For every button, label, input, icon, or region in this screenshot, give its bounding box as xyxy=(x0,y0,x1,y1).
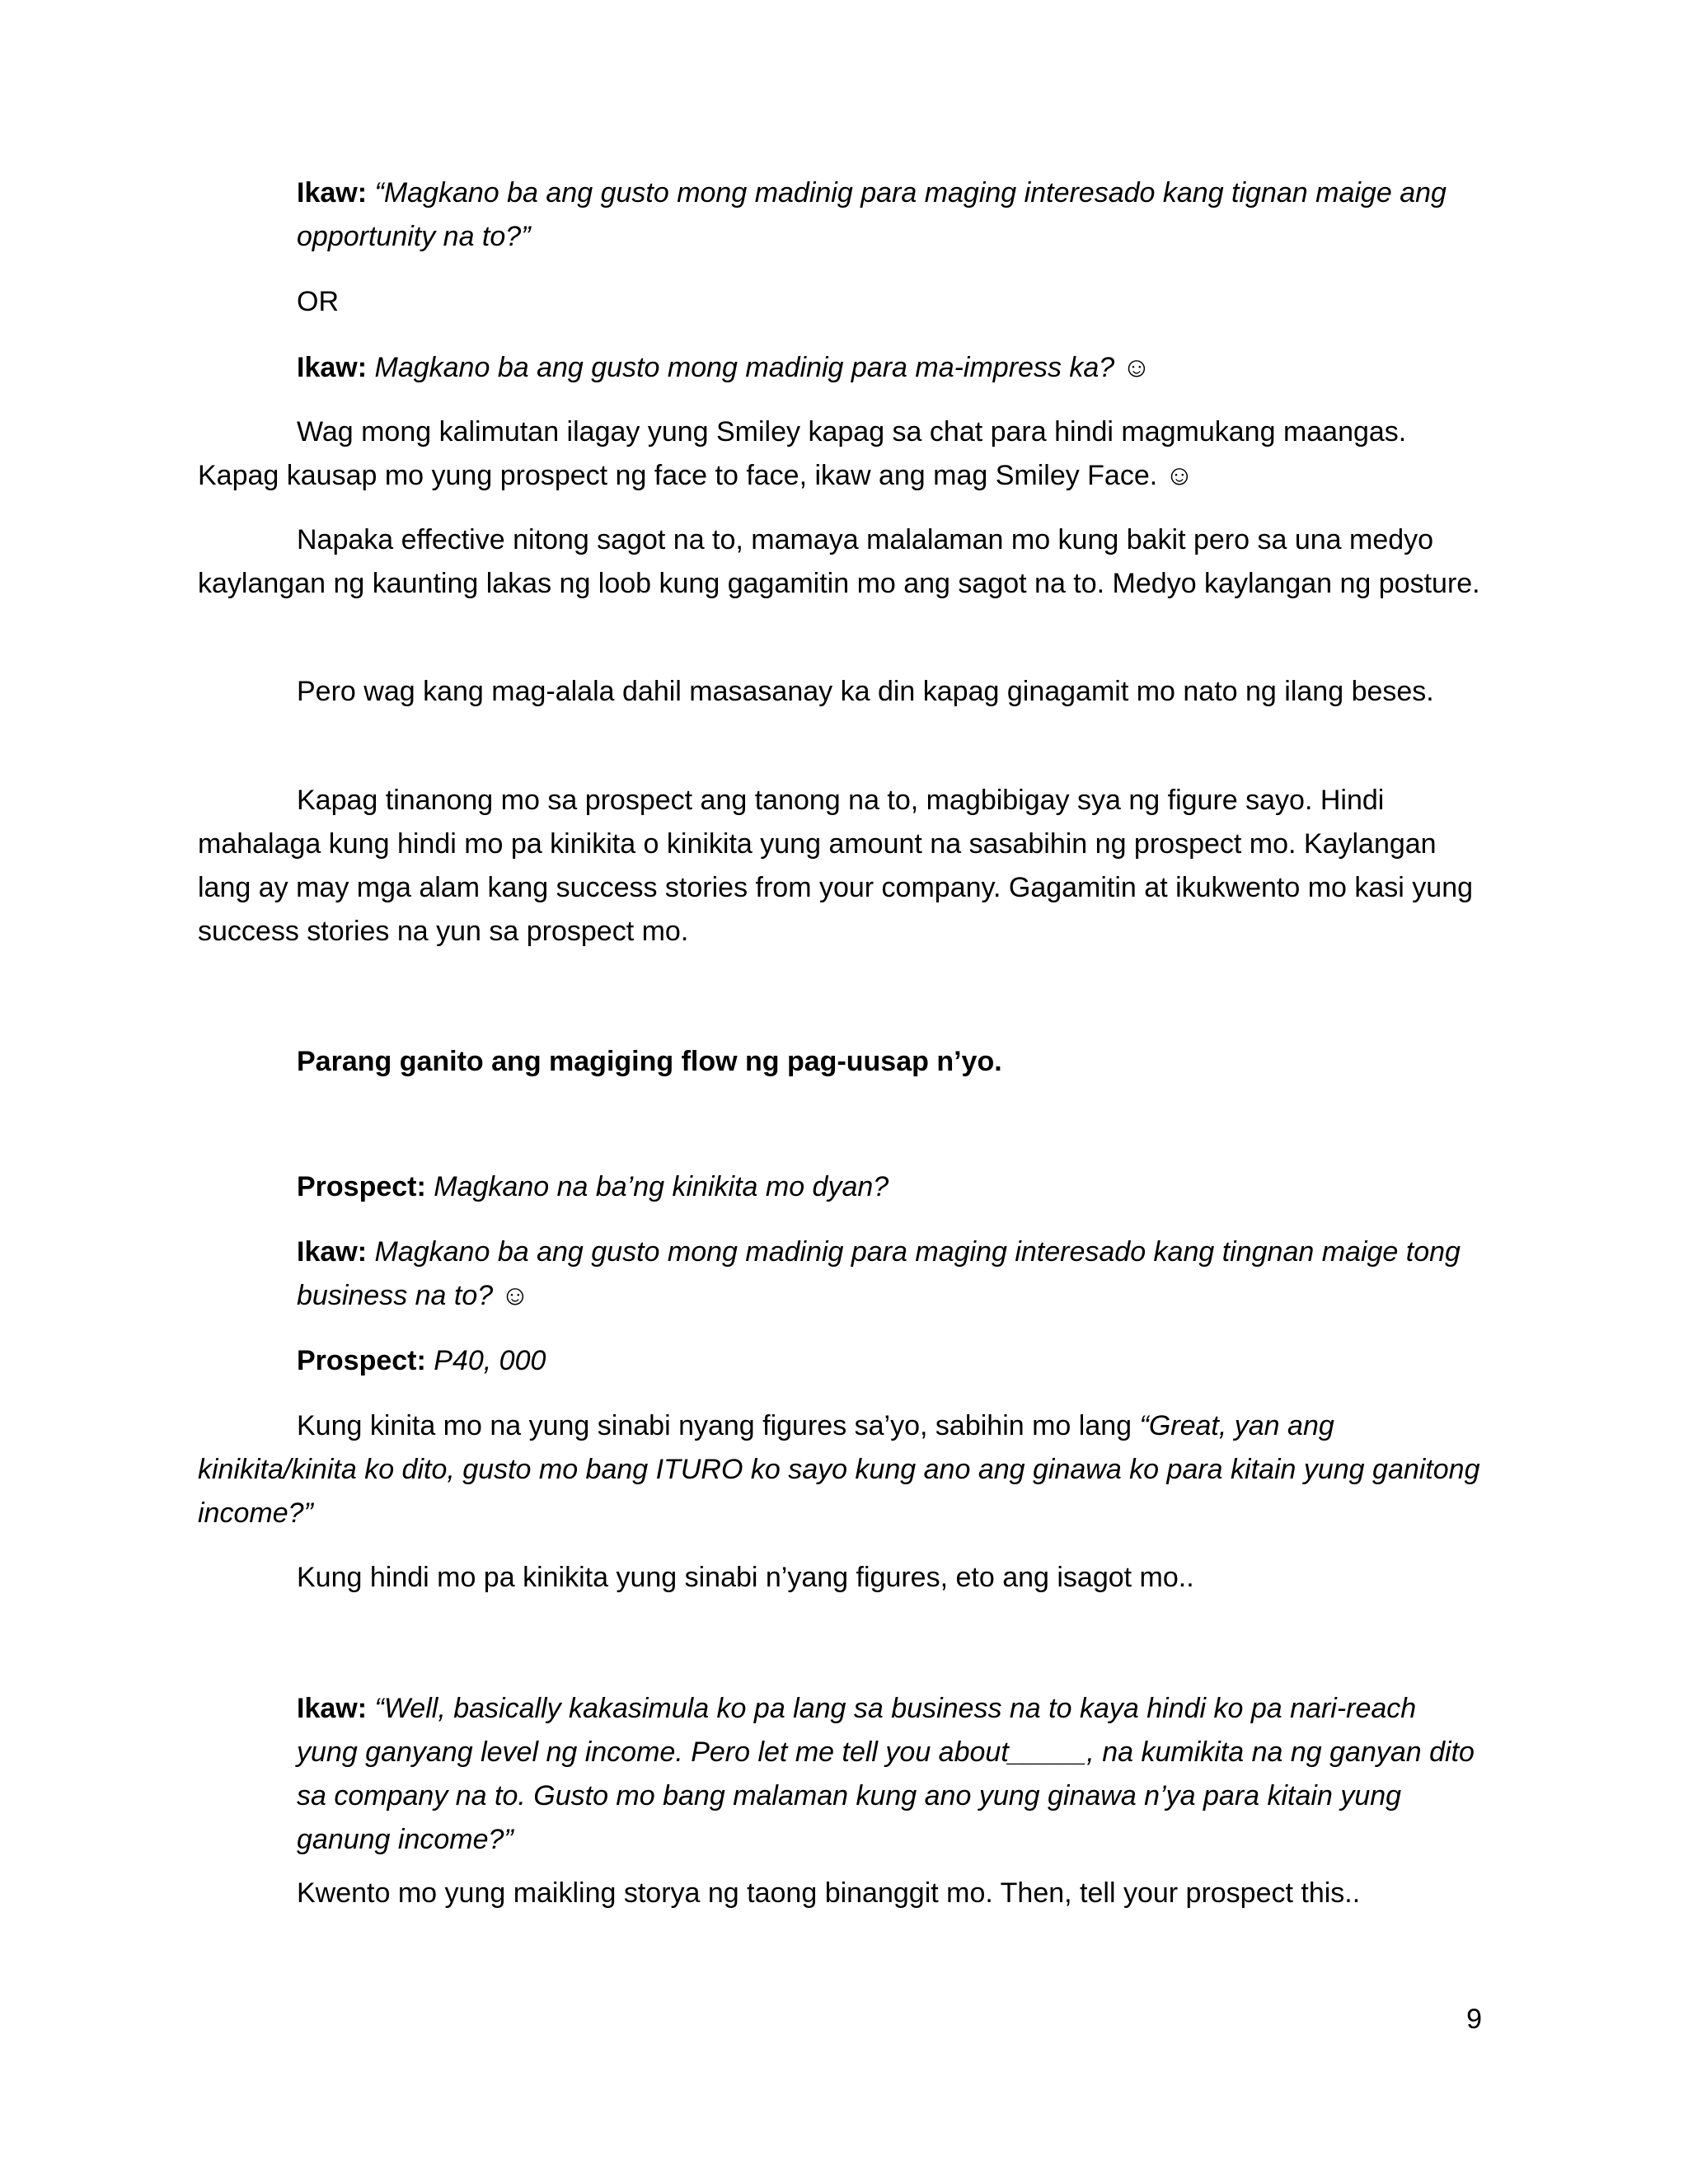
closing-instruction-text: Kwento mo yung maikling storya ng taong binanggit mo. Then, tell your prospect this.. xyxy=(297,1877,1361,1909)
paragraph-smiley-reminder-text: Wag mong kalimutan ilagay yung Smiley kapag sa chat para hindi magmukang maangas. Kapag kausap mo yung prospect ng face to face, ikaw ang mag Smiley Face. ☺ xyxy=(198,416,1407,491)
page-number: 9 xyxy=(1466,2004,1482,2035)
ikaw-line xyxy=(297,1230,1484,1318)
paragraph-effective xyxy=(198,518,1484,606)
speaker-label-prospect: Prospect: xyxy=(297,1171,426,1202)
prospect-line-2-text: P40, 000 xyxy=(434,1345,546,1376)
ikaw-long-quote-text: “Well, basically kakasimula ko pa lang sa business na to kaya hindi ko pa nari-reach yung ganyang level ng income. Pero let me tell you about_____, na kumikita na ng ganyan dito sa company na to. Gusto mo bang malaman kung ano yung ginawa n’ya para kitain yung ganung income?” xyxy=(297,1693,1475,1855)
speaker-label-prospect: Prospect: xyxy=(297,1345,426,1376)
paragraph-dont-worry xyxy=(198,670,1484,714)
section-heading-text: Parang ganito ang magiging flow ng pag-uusap n’yo. xyxy=(297,1046,1002,1077)
ikaw-line-text: Magkano ba ang gusto mong madinig para maging interesado kang tingnan maige tong business na to? ☺ xyxy=(297,1236,1461,1311)
ikaw-quote-2-text: Magkano ba ang gusto mong madinig para ma-impress ka? ☺ xyxy=(374,352,1151,383)
or-text: OR xyxy=(297,286,339,317)
section-heading xyxy=(297,1040,1484,1084)
speaker-label-ikaw: Ikaw: xyxy=(297,1693,368,1724)
paragraph-success-stories xyxy=(198,779,1484,954)
speaker-label-ikaw: Ikaw: xyxy=(297,177,368,209)
paragraph-if-not-earned-text: Kung hindi mo pa kinikita yung sinabi n’yang figures, eto ang isagot mo.. xyxy=(297,1562,1194,1593)
speaker-label-ikaw: Ikaw: xyxy=(297,352,368,383)
ikaw-quote-2 xyxy=(297,346,1484,390)
paragraph-effective-text: Napaka effective nitong sagot na to, mamaya malalaman mo kung bakit pero sa una medyo kaylangan ng kaunting lakas ng loob kung gagamitin mo ang sagot na to. Medyo kaylangan ng posture. xyxy=(198,524,1480,599)
or-separator xyxy=(297,280,1484,324)
paragraph-if-earned-quote: “Great, yan ang kinikita/kinita ko dito, gusto mo bang ITURO ko sayo kung ano ang ginawa ko para kitain yung ganitong income?” xyxy=(198,1410,1480,1529)
paragraph-smiley-reminder xyxy=(198,410,1484,498)
paragraph-if-earned xyxy=(198,1404,1484,1535)
ikaw-quote-1-text: “Magkano ba ang gusto mong madinig para maging interesado kang tignan maige ang opportunity na to?” xyxy=(297,177,1447,252)
paragraph-dont-worry-text: Pero wag kang mag-alala dahil masasanay ka din kapag ginagamit mo nato ng ilang beses. xyxy=(297,676,1434,707)
ikaw-long-quote xyxy=(297,1687,1484,1862)
paragraph-if-earned-lead: Kung kinita mo na yung sinabi nyang figures sa’yo, sabihin mo lang xyxy=(297,1410,1140,1441)
paragraph-if-not-earned xyxy=(198,1556,1484,1600)
paragraph-success-stories-text: Kapag tinanong mo sa prospect ang tanong na to, magbibigay sya ng figure sayo. Hindi mahalaga kung hindi mo pa kinikita o kinikita yung amount na sasabihin ng prospect mo. Kaylangan lang ay may mga alam kang success stories from your company. Gagamitin at ikukwento mo kasi yung success stories na yun sa prospect mo. xyxy=(198,785,1474,947)
prospect-line-1-text: Magkano na ba’ng kinikita mo dyan? xyxy=(434,1171,889,1202)
prospect-line-2 xyxy=(297,1339,1484,1383)
closing-instruction xyxy=(297,1872,1484,1915)
prospect-line-1 xyxy=(297,1165,1484,1209)
ikaw-quote-1 xyxy=(297,171,1484,259)
speaker-label-ikaw: Ikaw: xyxy=(297,1236,368,1268)
